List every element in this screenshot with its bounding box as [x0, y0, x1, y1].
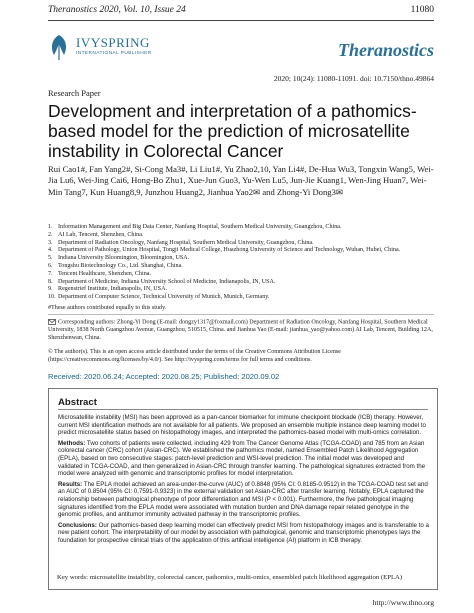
abstract-results	[58, 481, 430, 519]
publication-dates: Received: 2020.06.24; Accepted: 2020.08.25; Published: 2020.09.02	[48, 372, 280, 381]
affiliation-number: 10.	[48, 294, 56, 301]
affiliation-text: Indiana University Bloomington, Bloomington, USA.	[58, 255, 190, 262]
affiliation-text: Regenstrief Institute, Indianapolis, IN, USA.	[58, 286, 167, 293]
running-journal-title: Theranostics 2020, Vol. 10, Issue 24	[48, 5, 186, 15]
correspondence	[48, 319, 438, 343]
results-label: Results:	[58, 480, 83, 488]
affiliation-text: Information Management and Big Data Center, Nanfang Hospital, Southern Medical University, Guangzhou, China.	[58, 224, 342, 230]
affiliation-item	[48, 271, 438, 279]
abstract-box	[48, 388, 438, 590]
affiliation-text: Department of Medicine, Indiana University School of Medicine, Indianapolis, IN, USA.	[58, 278, 276, 285]
affiliation-number: 6.	[48, 262, 53, 269]
abstract-rule	[58, 409, 428, 410]
affiliation-number: 4.	[48, 247, 53, 254]
affiliation-text: Department of Computer Science, Technical University of Munich, Munich, Germany.	[58, 294, 270, 301]
methods-label: Methods:	[58, 439, 86, 447]
affiliation-number: 7.	[48, 270, 53, 277]
equal-contribution-note: #These authors contributed equally to this study.	[48, 305, 167, 311]
paper-title: Development and interpretation of a pathomics-based model for the prediction of microsatellite instability in Colorectal Cancer	[48, 101, 417, 161]
affiliation-item	[48, 286, 438, 294]
abstract-conclusions	[58, 522, 430, 545]
affiliation-number: 8.	[48, 278, 53, 285]
conclusions-text: Our pathomics-based deep learning model can effectively predict MSI from histopathology images and is transferable to a new patient cohort. The interpretability of our model by association with pathological, genomic and transcriptomic phenotypes lays the foundation for prospective clinical trials of the application of this artificial intelligence (AI) platform in ICB therapy.	[58, 521, 429, 544]
conclusions-label: Conclusions:	[58, 521, 97, 529]
publisher-subtitle: INTERNATIONAL PUBLISHER	[76, 51, 152, 56]
results-text: The EPLA model achieved an area-under-the-curve (AUC) of 0.8848 (95% CI: 0.8185-0.9512) in the TCGA-COAD test set and an AUC of 0.8504 (95% CI: 0.7591-0.9323) in the external validation set Asian-CRC after transfer learning. Notably, EPLA captured the relationship between pathological phenotype of poor differentiation and MSI (P < 0.001). Furthermore, the five pathological imaging signatures identified from the EPLA model were associated with mutation burden and DNA damage repair related genotype in the genomic profiles, and antitumor immunity activated pathway in the transcriptomic profiles.	[58, 480, 428, 519]
affiliation-item	[48, 232, 438, 240]
abstract-methods	[58, 440, 430, 478]
affiliation-number: 1.	[48, 224, 53, 230]
affiliation-number: 9.	[48, 286, 53, 293]
affiliation-number: 2.	[48, 231, 53, 238]
affiliation-text: Department of Pathology, Union Hospital, Tongji Medical College, Huazhong University of Science and Technology, Wuhan, Hubei, China.	[58, 247, 401, 254]
correspondence-text: Corresponding authors: Zhong-Yi Dong (E-mail: dongzy1317@foxmail.com) Department of Radiation Oncology, Nanfang Hospital, Southern Medical University, 1838 North Guangzhou Avenue, Guangzhou, 510515, China. and Jianhua Yao (E-mail: jianhua_yao@yahoo.com) AI Lab, Tencent, Building 12A, Shenzhenwan, China.	[48, 319, 433, 341]
affiliation-text: Department of Radiation Oncology, Nanfang Hospital, Southern Medical University, Guangzhou, China.	[58, 239, 314, 246]
journal-logo: Theranostics	[337, 40, 434, 60]
affiliation-number: 3.	[48, 239, 53, 246]
section-rule	[48, 314, 434, 315]
publisher-name: IVYSPRING	[76, 35, 150, 50]
abstract-heading: Abstract	[58, 397, 97, 408]
affiliation-item	[48, 224, 438, 232]
affiliation-list	[48, 224, 438, 302]
affiliation-text: AI Lab, Tencent, Shenzhen, China.	[58, 231, 144, 238]
methods-text: Two cohorts of patients were collected, including 429 from The Cancer Genome Atlas (TCGA-COAD) and 785 from an Asian colorectal cancer (CRC) cohort (Asian-CRC). We established the pathomics model, named Ensembled Patch Likelihood Aggregation (EPLA), based on two consecutive stages: patch-level prediction and WSI-level prediction. The initial model was developed and validated in TCGA-COAD, and then generalized in Asian-CRC through transfer learning. The pathological signatures extracted from the model were analyzed with genomic and transcriptomic profiles for model interpretation.	[58, 439, 426, 478]
affiliation-number: 5.	[48, 255, 53, 262]
author-list: Rui Cao1#, Fan Yang2#, Si-Cong Ma3#, Li Liu1#, Yu Zhao2,10, Yan Li4#, De-Hua Wu3, Tongxin Wang5, Wei-Jia Lu6, Wei-Jing Cai6, Hong-Bo Zhu1, Xue-Jun Guo3, Yu-Wen Lu5, Jun-Jie Kuang1, Wen-Jing Huan7, Wei-Min Tang7, Kun Huang8,9, Junzhou Huang2, Jianhua Yao2✉ and Zhong-Yi Dong3✉	[48, 164, 434, 197]
article-type: Research Paper	[48, 88, 101, 98]
envelope-icon	[48, 319, 56, 325]
license-statement: © The author(s). This is an open access article distributed under the terms of the Creative Commons Attribution License (https://creativecommons.org/licenses/by/4.0/). See http://ivyspring.com/terms for full terms and conditions.	[48, 349, 341, 363]
ivy-leaf-icon	[46, 33, 72, 61]
abstract-intro: Microsatellite instability (MSI) has been approved as a pan-cancer biomarker for immune checkpoint blockade (ICB) therapy. However, current MSI identification methods are not available for all patients. We proposed an ensemble multiple instance deep learning model to predict microsatellite status based on histopathology images, and interpreted the pathomics-based model with multi-omics correlation.	[58, 414, 426, 437]
header-rule	[48, 20, 434, 21]
affiliation-text: Tongshu Biotechnology Co., Ltd. Shanghai, China.	[58, 262, 183, 269]
citation-line: 2020; 10(24): 11080-11091. doi: 10.7150/thno.49864	[273, 74, 434, 83]
abstract-body	[58, 414, 430, 548]
page-number: 11080	[410, 5, 434, 15]
affiliation-item	[48, 263, 438, 271]
keywords: Key words: microsatellite instability, colorectal cancer, pathomics, multi-omics, ensembled patch likelihood aggregation (EPLA)	[57, 574, 403, 581]
page-header	[0, 0, 474, 20]
footer-url[interactable]: http://www.thno.org	[372, 598, 434, 607]
affiliation-item	[48, 247, 438, 255]
affiliation-text: Tencent Healthcare, Shenzhen, China.	[58, 270, 151, 277]
affiliation-item	[48, 255, 438, 263]
affiliation-item	[48, 294, 438, 302]
